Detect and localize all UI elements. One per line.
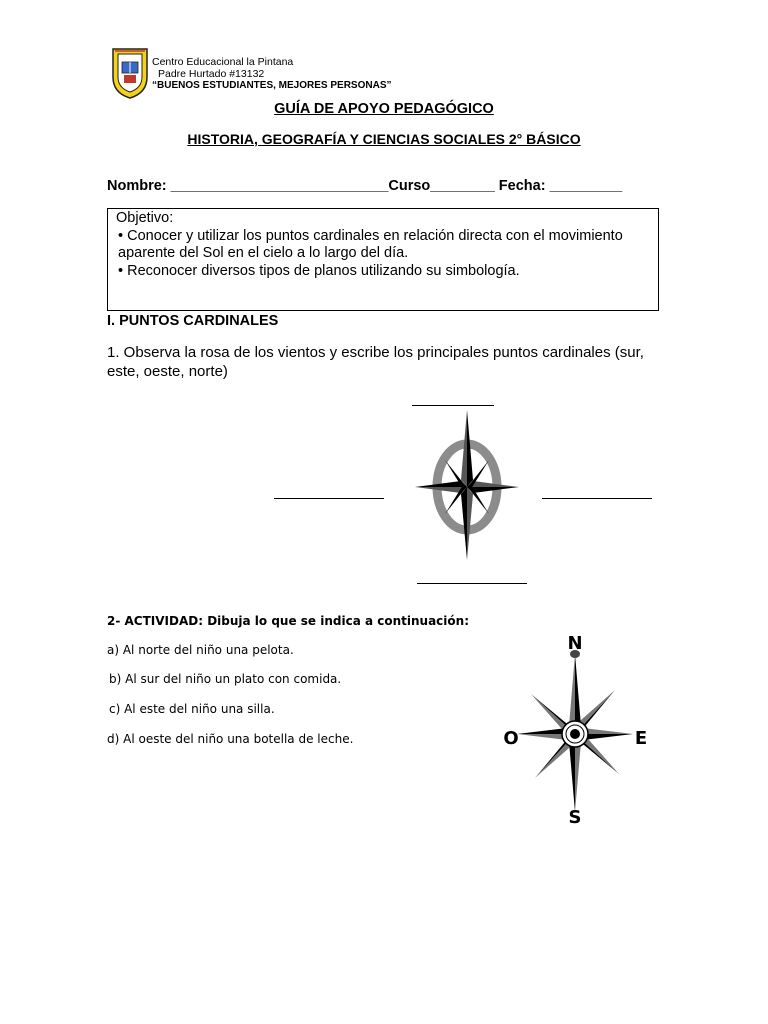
answer-blank-east[interactable] xyxy=(542,498,652,499)
school-address: Padre Hurtado #13132 xyxy=(158,68,265,80)
compass-rose-icon xyxy=(415,410,519,560)
school-logo xyxy=(110,47,150,99)
student-info-row[interactable]: Nombre: ___________________________Curso________ Fecha: _________ xyxy=(107,178,623,194)
compass-rose-labeled-icon xyxy=(500,630,652,824)
objective-item: • Reconocer diversos tipos de planos utilizando su simbología. xyxy=(118,262,520,279)
school-name: Centro Educacional la Pintana xyxy=(152,56,294,68)
subject-title: HISTORIA, GEOGRAFÍA Y CIENCIAS SOCIALES 2° BÁSICO xyxy=(187,131,581,147)
east-label: E xyxy=(634,728,648,749)
school-motto: “BUENOS ESTUDIANTES, MEJORES PERSONAS” xyxy=(152,80,392,91)
guide-title: GUÍA DE APOYO PEDAGÓGICO xyxy=(274,101,494,117)
south-label: S xyxy=(568,807,582,824)
answer-blank-west[interactable] xyxy=(274,498,384,499)
section-heading: I. PUNTOS CARDINALES xyxy=(107,313,279,329)
answer-blank-south[interactable] xyxy=(417,583,527,584)
objective-item: • Conocer y utilizar los puntos cardinales en relación directa con el movimiento aparente del Sol en el cielo a lo largo del día. xyxy=(118,227,623,261)
west-label: O xyxy=(503,728,519,749)
question-1: 1. Observa la rosa de los vientos y escribe los principales puntos cardinales (sur, este, oeste, norte) xyxy=(107,344,644,380)
activity-title: 2- ACTIVIDAD: Dibuja lo que se indica a continuación: xyxy=(107,614,469,628)
activity-item: d) Al oeste del niño una botella de leche. xyxy=(107,732,354,746)
activity-item: b) Al sur del niño un plato con comida. xyxy=(109,672,342,686)
school-header xyxy=(152,56,391,92)
answer-blank-north[interactable] xyxy=(412,405,494,406)
activity-item: c) Al este del niño una silla. xyxy=(109,702,275,716)
objective-title: Objetivo: xyxy=(116,210,174,226)
activity-item: a) Al norte del niño una pelota. xyxy=(107,643,294,657)
objective-box xyxy=(107,208,659,311)
north-label: N xyxy=(567,633,583,654)
